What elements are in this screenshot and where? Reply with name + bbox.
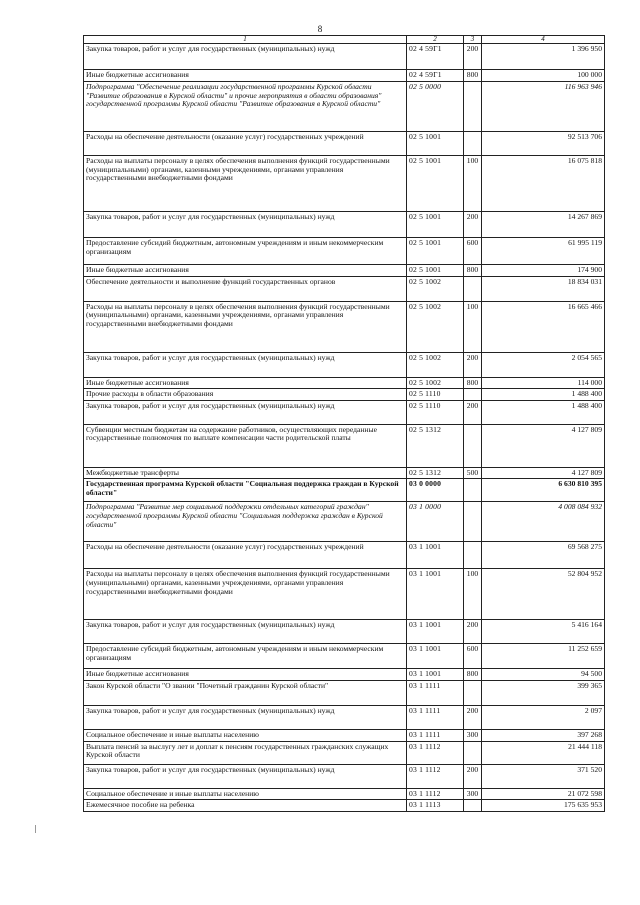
table-row <box>84 132 605 156</box>
table-body <box>84 44 605 812</box>
row-sum-cell: 5 416 164 <box>482 620 605 644</box>
row-code-cell: 03 1 1111 <box>407 680 464 705</box>
row-vr-cell: 200 <box>464 352 482 377</box>
row-sum-cell: 21 444 118 <box>482 741 605 764</box>
row-name-cell: Социальное обеспечение и иные выплаты населению <box>84 788 407 800</box>
header-col-code: 2 <box>407 36 464 44</box>
row-sum-cell: 21 072 598 <box>482 788 605 800</box>
table-row <box>84 669 605 681</box>
table-row <box>84 788 605 800</box>
row-code-cell: 02 5 1001 <box>407 238 464 265</box>
row-code-cell: 03 1 1111 <box>407 705 464 729</box>
row-sum-cell: 16 075 818 <box>482 156 605 212</box>
row-sum-cell: 16 665 466 <box>482 301 605 352</box>
row-vr-cell: 200 <box>464 620 482 644</box>
row-sum-cell: 114 000 <box>482 377 605 389</box>
row-code-cell: 03 1 1112 <box>407 741 464 764</box>
table-row <box>84 265 605 277</box>
row-vr-cell <box>464 389 482 401</box>
table-row <box>84 479 605 502</box>
table-row <box>84 680 605 705</box>
row-sum-cell: 18 834 031 <box>482 276 605 301</box>
table-row <box>84 764 605 788</box>
row-sum-cell: 116 963 946 <box>482 82 605 132</box>
table-row <box>84 276 605 301</box>
row-code-cell: 02 4 59Г1 <box>407 44 464 70</box>
table-row <box>84 389 605 401</box>
row-sum-cell: 4 008 084 932 <box>482 502 605 542</box>
table-row <box>84 82 605 132</box>
row-sum-cell: 397 268 <box>482 729 605 741</box>
row-vr-cell: 800 <box>464 377 482 389</box>
row-vr-cell: 200 <box>464 212 482 238</box>
row-sum-cell: 399 365 <box>482 680 605 705</box>
table-row <box>84 424 605 467</box>
row-name-cell: Закупка товаров, работ и услуг для государственных (муниципальных) нужд <box>84 44 407 70</box>
row-name-cell: Межбюджетные трансферты <box>84 467 407 479</box>
row-code-cell: 03 1 1113 <box>407 800 464 812</box>
row-name-cell: Иные бюджетные ассигнования <box>84 265 407 277</box>
row-sum-cell: 1 396 950 <box>482 44 605 70</box>
table-row <box>84 729 605 741</box>
table-row <box>84 301 605 352</box>
table-header <box>84 36 605 44</box>
row-sum-cell: 61 995 119 <box>482 238 605 265</box>
table-row <box>84 542 605 569</box>
row-sum-cell: 52 804 952 <box>482 569 605 620</box>
row-vr-cell <box>464 741 482 764</box>
row-vr-cell: 100 <box>464 156 482 212</box>
table-row <box>84 620 605 644</box>
table-row <box>84 44 605 70</box>
table-row <box>84 377 605 389</box>
row-vr-cell: 100 <box>464 569 482 620</box>
row-code-cell: 03 1 0000 <box>407 502 464 542</box>
row-code-cell: 02 5 1001 <box>407 265 464 277</box>
row-vr-cell: 200 <box>464 44 482 70</box>
header-col-sum: 4 <box>482 36 605 44</box>
row-name-cell: Расходы на выплаты персоналу в целях обеспечения выполнения функций государственными (муниципальными) органами, казенными учреждениями, органами управления государственными внебюджетными фондами <box>84 569 407 620</box>
row-name-cell: Закупка товаров, работ и услуг для государственных (муниципальных) нужд <box>84 352 407 377</box>
row-code-cell: 03 1 1001 <box>407 569 464 620</box>
row-name-cell: Государственная программа Курской области "Социальная поддержка граждан в Курской области" <box>84 479 407 502</box>
row-vr-cell: 500 <box>464 467 482 479</box>
table-row <box>84 352 605 377</box>
row-name-cell: Закон Курской области "О звании "Почетный гражданин Курской области" <box>84 680 407 705</box>
row-code-cell: 03 1 1001 <box>407 620 464 644</box>
row-name-cell: Расходы на выплаты персоналу в целях обеспечения выполнения функций государственными (муниципальными) органами, казенными учреждениями, органами управления государственными внебюджетными фондами <box>84 156 407 212</box>
row-code-cell: 03 0 0000 <box>407 479 464 502</box>
row-sum-cell: 371 520 <box>482 764 605 788</box>
row-sum-cell: 92 513 706 <box>482 132 605 156</box>
row-code-cell: 02 5 1002 <box>407 377 464 389</box>
row-sum-cell: 174 900 <box>482 265 605 277</box>
row-vr-cell <box>464 479 482 502</box>
row-vr-cell: 200 <box>464 400 482 424</box>
row-name-cell: Предоставление субсидий бюджетным, автономным учреждениям и иным некоммерческим организациям <box>84 238 407 265</box>
row-sum-cell: 14 267 869 <box>482 212 605 238</box>
row-name-cell: Прочие расходы в области образования <box>84 389 407 401</box>
row-vr-cell: 300 <box>464 788 482 800</box>
row-sum-cell: 94 500 <box>482 669 605 681</box>
row-name-cell: Расходы на обеспечение деятельности (оказание услуг) государственных учреждений <box>84 542 407 569</box>
row-sum-cell: 69 568 275 <box>482 542 605 569</box>
row-code-cell: 02 5 1002 <box>407 276 464 301</box>
table-row <box>84 644 605 669</box>
row-code-cell: 02 5 0000 <box>407 82 464 132</box>
row-code-cell: 02 4 59Г1 <box>407 70 464 82</box>
row-code-cell: 02 5 1001 <box>407 212 464 238</box>
row-sum-cell: 100 000 <box>482 70 605 82</box>
row-vr-cell: 600 <box>464 238 482 265</box>
table-row <box>84 467 605 479</box>
page-number: 8 <box>317 24 323 34</box>
row-vr-cell: 600 <box>464 644 482 669</box>
row-name-cell: Закупка товаров, работ и услуг для государственных (муниципальных) нужд <box>84 400 407 424</box>
row-code-cell: 02 5 1002 <box>407 301 464 352</box>
row-sum-cell: 1 488 400 <box>482 400 605 424</box>
row-name-cell: Подпрограмма "Развитие мер социальной поддержки отдельных категорий граждан" государственной программы Курской области "Социальная поддержка граждан в Курской области" <box>84 502 407 542</box>
row-name-cell: Субвенции местным бюджетам на содержание работников, осуществляющих переданные государственные полномочия по выплате компенсации части родительской платы <box>84 424 407 467</box>
row-sum-cell: 4 127 809 <box>482 467 605 479</box>
budget-table <box>83 35 605 812</box>
row-name-cell: Выплата пенсий за выслугу лет и доплат к пенсиям государственных гражданских служащих Курской области <box>84 741 407 764</box>
table-row <box>84 502 605 542</box>
row-code-cell: 02 5 1312 <box>407 467 464 479</box>
table-row <box>84 70 605 82</box>
row-vr-cell <box>464 502 482 542</box>
row-code-cell: 03 1 1001 <box>407 669 464 681</box>
table-row <box>84 156 605 212</box>
row-vr-cell: 800 <box>464 265 482 277</box>
row-sum-cell: 175 635 953 <box>482 800 605 812</box>
row-name-cell: Иные бюджетные ассигнования <box>84 377 407 389</box>
row-sum-cell: 4 127 809 <box>482 424 605 467</box>
row-code-cell: 02 5 1110 <box>407 389 464 401</box>
row-name-cell: Ежемесячное пособие на ребенка <box>84 800 407 812</box>
row-sum-cell: 1 488 400 <box>482 389 605 401</box>
table-row <box>84 741 605 764</box>
row-name-cell: Подпрограмма "Обеспечение реализации государственной программы Курской области "Развитие образования в Курской области" и прочие мероприятия в области образования" государственной программы Курской области "Развитие образования в Курской области" <box>84 82 407 132</box>
row-sum-cell: 6 630 810 395 <box>482 479 605 502</box>
row-name-cell: Расходы на выплаты персоналу в целях обеспечения выполнения функций государственными (муниципальными) органами, казенными учреждениями, органами управления государственными внебюджетными фондами <box>84 301 407 352</box>
table-row <box>84 238 605 265</box>
row-name-cell: Закупка товаров, работ и услуг для государственных (муниципальных) нужд <box>84 764 407 788</box>
row-vr-cell: 800 <box>464 669 482 681</box>
row-code-cell: 02 5 1110 <box>407 400 464 424</box>
row-code-cell: 02 5 1001 <box>407 132 464 156</box>
row-vr-cell: 200 <box>464 705 482 729</box>
row-vr-cell <box>464 542 482 569</box>
row-vr-cell: 800 <box>464 70 482 82</box>
row-name-cell: Обеспечение деятельности и выполнение функций государственных органов <box>84 276 407 301</box>
row-code-cell: 03 1 1001 <box>407 542 464 569</box>
table-row <box>84 400 605 424</box>
table-row <box>84 212 605 238</box>
row-vr-cell <box>464 800 482 812</box>
row-name-cell: Иные бюджетные ассигнования <box>84 669 407 681</box>
row-name-cell: Закупка товаров, работ и услуг для государственных (муниципальных) нужд <box>84 620 407 644</box>
row-name-cell: Закупка товаров, работ и услуг для государственных (муниципальных) нужд <box>84 212 407 238</box>
row-name-cell: Социальное обеспечение и иные выплаты населению <box>84 729 407 741</box>
row-code-cell: 02 5 1002 <box>407 352 464 377</box>
row-code-cell: 02 5 1001 <box>407 156 464 212</box>
row-name-cell: Иные бюджетные ассигнования <box>84 70 407 82</box>
scan-mark <box>35 825 36 833</box>
header-row <box>84 36 605 44</box>
row-vr-cell: 200 <box>464 764 482 788</box>
header-col-name: 1 <box>84 36 407 44</box>
row-sum-cell: 2 054 565 <box>482 352 605 377</box>
row-vr-cell <box>464 132 482 156</box>
header-col-vr: 3 <box>464 36 482 44</box>
row-code-cell: 03 1 1112 <box>407 788 464 800</box>
row-vr-cell <box>464 276 482 301</box>
row-vr-cell <box>464 424 482 467</box>
row-name-cell: Предоставление субсидий бюджетным, автономным учреждениям и иным некоммерческим организациям <box>84 644 407 669</box>
table-row <box>84 705 605 729</box>
row-vr-cell <box>464 680 482 705</box>
row-code-cell: 03 1 1001 <box>407 644 464 669</box>
row-sum-cell: 11 252 659 <box>482 644 605 669</box>
row-code-cell: 02 5 1312 <box>407 424 464 467</box>
table-row <box>84 569 605 620</box>
row-vr-cell: 100 <box>464 301 482 352</box>
row-name-cell: Закупка товаров, работ и услуг для государственных (муниципальных) нужд <box>84 705 407 729</box>
row-vr-cell <box>464 82 482 132</box>
table-row <box>84 800 605 812</box>
row-vr-cell: 300 <box>464 729 482 741</box>
row-name-cell: Расходы на обеспечение деятельности (оказание услуг) государственных учреждений <box>84 132 407 156</box>
row-sum-cell: 2 097 <box>482 705 605 729</box>
row-code-cell: 03 1 1111 <box>407 729 464 741</box>
row-code-cell: 03 1 1112 <box>407 764 464 788</box>
